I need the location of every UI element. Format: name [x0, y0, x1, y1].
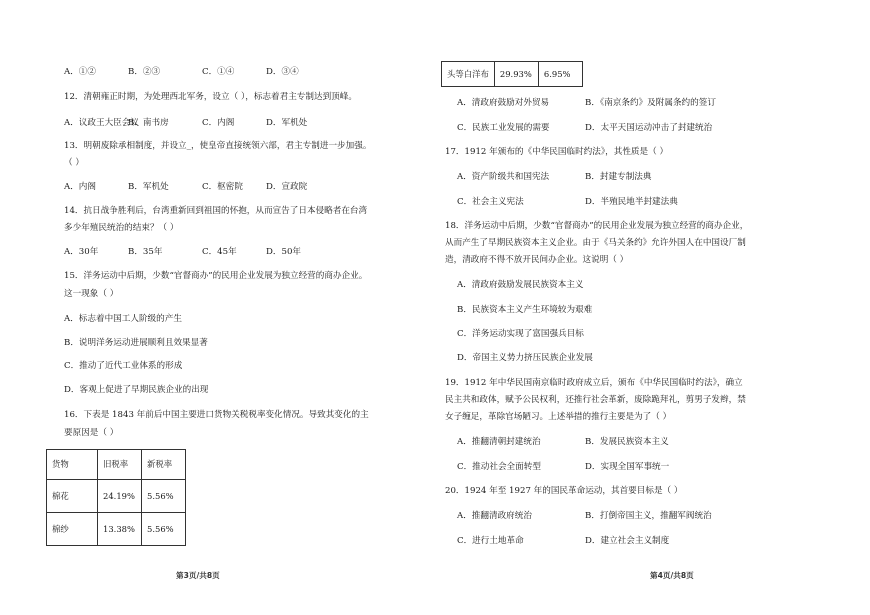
q20-option-a[interactable]: A．推翻清政府统治 — [457, 511, 532, 521]
q20-option-c[interactable]: C．进行土地革命 — [457, 536, 524, 546]
q17-option-b[interactable]: B．封建专制法典 — [585, 172, 652, 182]
q17-option-a[interactable]: A．资产阶级共和国宪法 — [457, 172, 550, 182]
table-cell: 棉花 — [47, 480, 98, 513]
q19-option-c[interactable]: C．推动社会全面转型 — [457, 462, 541, 472]
q14-option-c[interactable]: C．45年 — [202, 247, 237, 257]
q13-stem-line1: 13．明朝废除承相制度，并设立_，使皇帝直接统领六部，君主专制进一步加强。 — [64, 141, 372, 151]
q11-option-c[interactable]: C．①④ — [202, 67, 235, 77]
q14-option-b[interactable]: B．35年 — [128, 247, 163, 257]
q19-stem-line1: 19．1912 年中华民国南京临时政府成立后，颁布《中华民国临时约法》，确立 — [445, 378, 743, 388]
table-cell: 29.93% — [494, 62, 538, 87]
q20-option-d[interactable]: D．建立社会主义制度 — [585, 536, 670, 546]
q19-option-a[interactable]: A．推翻清朝封建统治 — [457, 437, 541, 447]
table-row — [47, 513, 186, 546]
q14-option-d[interactable]: D．50年 — [266, 247, 302, 257]
tariff-table-continued — [441, 61, 583, 87]
table-cell: 5.56% — [142, 480, 186, 513]
q16-stem-line2: 要原因是（ ） — [64, 428, 119, 438]
q17-option-c[interactable]: C．社会主义宪法 — [457, 197, 524, 207]
q18-option-d[interactable]: D．帝国主义势力挤压民族企业发展 — [457, 353, 593, 363]
q16-stem-line1: 16．下表是 1843 年前后中国主要进口货物关税税率变化情况。导致其变化的主 — [64, 410, 369, 420]
table-cell: 头等白洋布 — [442, 62, 495, 87]
q15-option-d[interactable]: D．客观上促进了早期民族企业的出现 — [64, 385, 209, 395]
q15-option-a[interactable]: A．标志着中国工人阶级的产生 — [64, 314, 182, 324]
q19-option-d[interactable]: D．实现全国军事统一 — [585, 462, 670, 472]
table-header-row — [47, 450, 186, 480]
tariff-table — [46, 449, 186, 546]
table-row — [442, 62, 583, 87]
q13-option-c[interactable]: C．枢密院 — [202, 182, 243, 192]
q13-option-b[interactable]: B．军机处 — [128, 182, 169, 192]
q20-option-b[interactable]: B．打倒帝国主义，推翻军阀统治 — [585, 511, 712, 521]
q18-stem-line2: 从而产生了早期民族资本主义企业。由于《马关条约》允许外国人在中国设厂制 — [445, 238, 746, 248]
q11-option-b[interactable]: B．②③ — [128, 67, 161, 77]
table-cell: 6.95% — [538, 62, 582, 87]
q19-stem-line3: 女子缠足，革除官场陋习。上述举措的推行主要是为了（ ） — [445, 412, 672, 422]
q19-option-b[interactable]: B．发展民族资本主义 — [585, 437, 669, 447]
q20-stem: 20．1924 年至 1927 年的国民革命运动，其首要目标是（ ） — [445, 486, 683, 496]
q16-option-b[interactable]: B．《南京条约》及附属条约的签订 — [585, 98, 716, 108]
table-header-cell: 货物 — [47, 450, 98, 480]
q14-stem-line1: 14．抗日战争胜利后，台湾重新回到祖国的怀抱，从而宣告了日本侵略者在台湾 — [64, 206, 368, 216]
q16-option-d[interactable]: D．太平天国运动冲击了封建统治 — [585, 123, 713, 133]
q18-option-c[interactable]: C．洋务运动实现了富国强兵目标 — [457, 329, 584, 339]
right-page — [435, 0, 870, 615]
q17-option-d[interactable]: D．半殖民地半封建法典 — [585, 197, 678, 207]
q17-stem: 17．1912 年颁布的《中华民国临时约法》，其性质是（ ） — [445, 147, 669, 157]
q16-option-c[interactable]: C．民族工业发展的需要 — [457, 123, 550, 133]
table-cell: 5.56% — [142, 513, 186, 546]
q15-option-b[interactable]: B．说明洋务运动进展顺利且效果显著 — [64, 338, 208, 348]
q12-stem: 12．清朝雍正时期，为处理西北军务，设立（ ），标志着君主专制达到顶峰。 — [64, 92, 357, 102]
q12-option-c[interactable]: C．内阁 — [202, 118, 235, 128]
table-header-cell: 新税率 — [142, 450, 186, 480]
q14-option-a[interactable]: A．30年 — [64, 247, 99, 257]
q18-option-b[interactable]: B．民族资本主义产生环境较为艰难 — [457, 305, 593, 315]
q18-option-a[interactable]: A．清政府鼓励发展民族资本主义 — [457, 280, 584, 290]
table-cell: 棉纱 — [47, 513, 98, 546]
q15-stem-line2: 这一现象（ ） — [64, 289, 119, 299]
q14-stem-line2: 多少年殖民统治的结束？（ ） — [64, 223, 179, 233]
q16-option-a[interactable]: A．清政府鼓励对外贸易 — [457, 98, 550, 108]
q15-stem-line1: 15．洋务运动中后期，少数“官督商办”的民用企业发展为独立经营的商办企业。 — [64, 271, 368, 281]
q13-option-d[interactable]: D．宣政院 — [266, 182, 308, 192]
q15-option-c[interactable]: C．推动了近代工业体系的形成 — [64, 361, 183, 371]
q19-stem-line2: 民主共和政体，赋予公民权利，还推行社会革新，废除跪拜礼，剪男子发辫，禁 — [445, 395, 746, 405]
q11-option-d[interactable]: D．③④ — [266, 67, 299, 77]
q12-option-d[interactable]: D．军机处 — [266, 118, 308, 128]
table-cell: 24.19% — [98, 480, 142, 513]
q12-option-a[interactable]: A．议政王大臣会议 — [64, 118, 139, 128]
q13-stem-line2: （ ） — [64, 158, 84, 168]
q12-option-b[interactable]: B．南书房 — [128, 118, 169, 128]
page-footer: 第4页/共8页 — [650, 571, 694, 580]
page-footer: 第3页/共8页 — [176, 571, 220, 580]
q13-option-a[interactable]: A．内阁 — [64, 182, 96, 192]
q18-stem-line1: 18．洋务运动中后期，少数“官督商办”的民用企业发展为独立经营的商办企业， — [445, 221, 749, 231]
q11-option-a[interactable]: A．①② — [64, 67, 96, 77]
table-header-cell: 旧税率 — [98, 450, 142, 480]
q18-stem-line3: 造，清政府不得不放开民间办企业。这说明（ ） — [445, 255, 629, 265]
table-cell: 13.38% — [98, 513, 142, 546]
table-row — [47, 480, 186, 513]
